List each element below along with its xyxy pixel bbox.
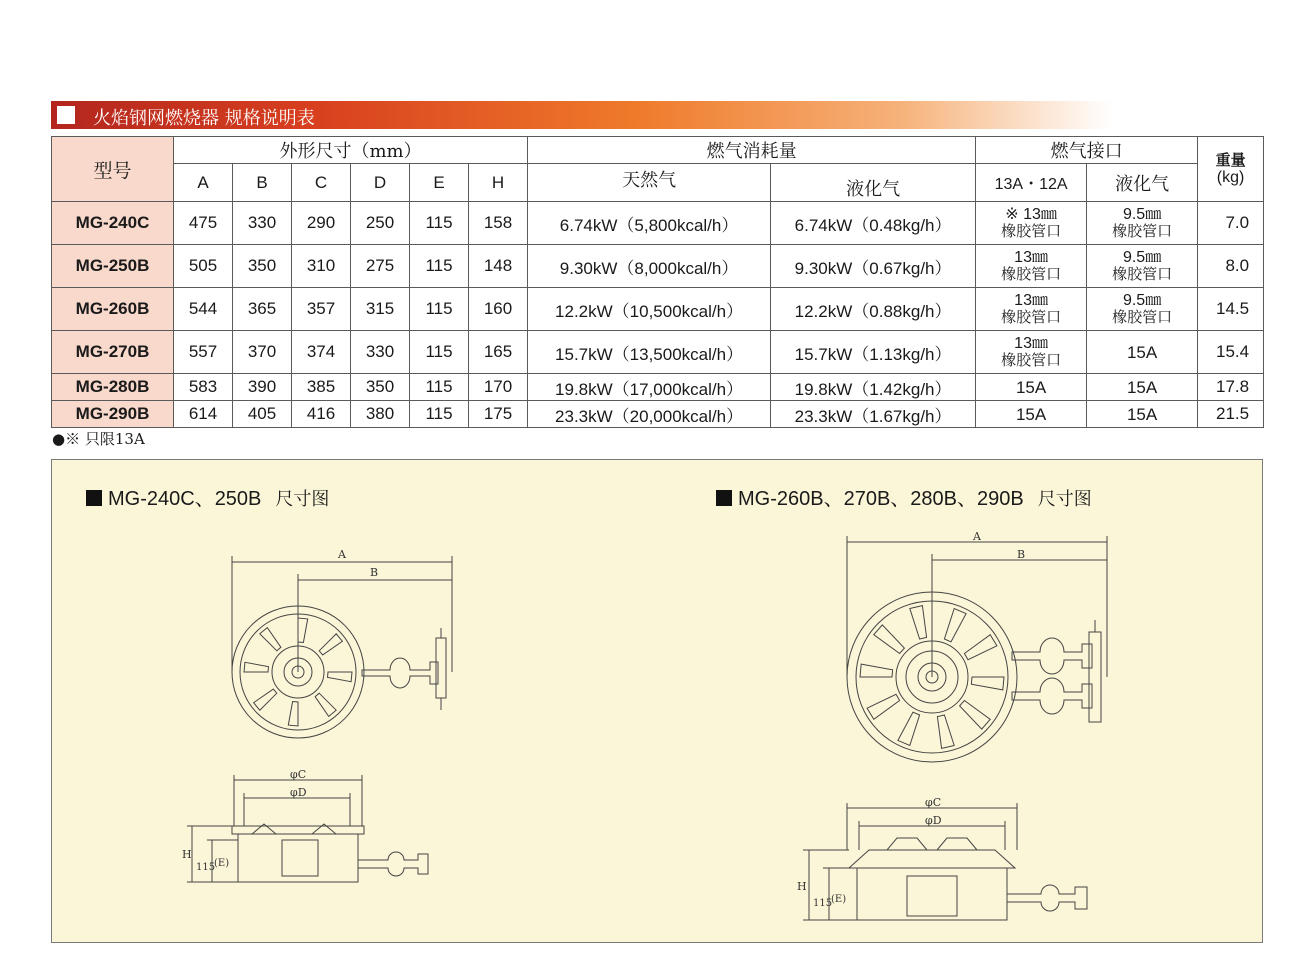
drawings-panel — [51, 459, 1263, 943]
dim-cell: 357 — [292, 288, 351, 331]
weight-cell: 15.4 — [1198, 331, 1264, 374]
dim-cell: 475 — [174, 202, 233, 245]
spec-table — [51, 136, 1264, 428]
left-title-square-icon — [86, 490, 102, 506]
lpg-cell: 15.7kW（1.13kg/h） — [771, 331, 976, 374]
conn-13a-cell — [976, 401, 1087, 428]
conn-col-lpg: 液化气 — [1087, 164, 1198, 202]
lpg-cell: 6.74kW（0.48kg/h） — [771, 202, 976, 245]
left-label-e2: (E) — [214, 858, 230, 869]
conn-line: 13㎜ — [1014, 292, 1048, 309]
table-body — [52, 202, 1264, 428]
lpg-cell: 23.3kW（1.67kg/h） — [771, 401, 976, 428]
conn-line: 橡胶管口 — [1001, 222, 1062, 240]
conn-line: 15A — [1126, 377, 1158, 397]
dim-cell: 544 — [174, 288, 233, 331]
col-model-header: 型号 — [52, 137, 174, 202]
conn-line: ※ 13㎜ — [1005, 206, 1057, 223]
burner-port — [874, 625, 905, 654]
dim-cell: 350 — [351, 374, 410, 401]
dim-cell: 148 — [469, 245, 528, 288]
table-header-row-2 — [52, 164, 1264, 202]
conn-col-13a: 13A・12A — [976, 164, 1087, 202]
left-drawing-title — [86, 482, 329, 511]
weight-cell: 7.0 — [1198, 202, 1264, 245]
gas-col-lpg-label: 液化气 — [846, 179, 901, 200]
right-label-c: φC — [925, 796, 942, 809]
conn-line: 15A — [1015, 404, 1047, 424]
conn-line: 橡胶管口 — [1112, 308, 1173, 326]
dim-cell: 310 — [292, 245, 351, 288]
conn-line: 橡胶管口 — [1001, 351, 1062, 369]
dim-cell: 115 — [410, 331, 469, 374]
table-row — [52, 331, 1264, 374]
dim-cell: 380 — [351, 401, 410, 428]
model-cell: MG-270B — [52, 331, 174, 374]
burner-port — [910, 606, 927, 639]
left-label-a: A — [338, 548, 346, 561]
conn-lpg-cell — [1087, 374, 1198, 401]
burner-port — [860, 664, 893, 677]
weight-header-line2: (kg) — [1216, 169, 1245, 186]
model-cell: MG-240C — [52, 202, 174, 245]
dim-cell: 250 — [351, 202, 410, 245]
conn-13a-cell — [976, 374, 1087, 401]
dim-cell: 115 — [410, 245, 469, 288]
lpg-cell: 19.8kW（1.42kg/h） — [771, 374, 976, 401]
right-title-square-icon — [716, 490, 732, 506]
burner-port — [260, 628, 281, 651]
dim-cell: 170 — [469, 374, 528, 401]
conn-lpg-cell — [1087, 401, 1198, 428]
conn-line: 15A — [1126, 404, 1158, 424]
right-title-suffix: 尺寸图 — [1037, 489, 1092, 510]
conn-line: 15A — [1015, 377, 1047, 397]
dim-cell: 175 — [469, 401, 528, 428]
title-bar — [51, 101, 1113, 129]
natural-gas-cell: 15.7kW（13,500kcal/h） — [528, 331, 771, 374]
table-row — [52, 245, 1264, 288]
dim-cell: 350 — [233, 245, 292, 288]
model-cell: MG-280B — [52, 374, 174, 401]
left-side-view-drawing — [182, 770, 472, 900]
conn-line: 橡胶管口 — [1112, 265, 1173, 283]
burner-port — [319, 634, 342, 655]
weight-header-line1: 重量 — [1215, 151, 1246, 169]
right-title-models: MG-260B、270B、280B、290B — [738, 488, 1024, 510]
right-top-view-drawing — [837, 532, 1117, 782]
gas-col-natural-label: 天然气 — [622, 170, 677, 191]
conn-line: 9.5㎜ — [1122, 206, 1162, 223]
dim-cell: 115 — [410, 288, 469, 331]
dim-cell: 330 — [351, 331, 410, 374]
burner-port — [964, 635, 997, 660]
burner-port — [328, 672, 353, 682]
gas-group-header: 燃气消耗量 — [528, 137, 976, 164]
left-top-view-drawing — [222, 542, 462, 762]
conn-13a-cell — [976, 331, 1087, 374]
dim-col-h: H — [469, 164, 528, 202]
conn-13a-cell — [976, 245, 1087, 288]
dim-col-b: B — [233, 164, 292, 202]
conn-line: 橡胶管口 — [1112, 222, 1173, 240]
natural-gas-cell: 6.74kW（5,800kcal/h） — [528, 202, 771, 245]
dim-cell: 315 — [351, 288, 410, 331]
right-label-e: 115 — [813, 898, 833, 909]
dim-cell: 115 — [410, 374, 469, 401]
dim-cell: 158 — [469, 202, 528, 245]
right-drawing-title — [716, 482, 1092, 511]
right-side-view-drawing — [797, 798, 1127, 928]
burner-port — [254, 689, 277, 710]
conn-lpg-cell — [1087, 245, 1198, 288]
left-label-h: H — [182, 848, 192, 861]
table-header-row-1 — [52, 137, 1264, 164]
dim-cell: 416 — [292, 401, 351, 428]
conn-lpg-cell — [1087, 288, 1198, 331]
model-cell: MG-260B — [52, 288, 174, 331]
dim-cell: 583 — [174, 374, 233, 401]
natural-gas-cell: 23.3kW（20,000kcal/h） — [528, 401, 771, 428]
natural-gas-cell: 12.2kW（10,500kcal/h） — [528, 288, 771, 331]
left-label-c: φC — [290, 768, 307, 781]
dim-cell: 290 — [292, 202, 351, 245]
dim-cell: 330 — [233, 202, 292, 245]
dim-cell: 374 — [292, 331, 351, 374]
dim-cell: 115 — [410, 401, 469, 428]
weight-cell: 14.5 — [1198, 288, 1264, 331]
right-label-e2: (E) — [831, 894, 847, 905]
burner-port — [244, 662, 269, 672]
conn-lpg-cell — [1087, 331, 1198, 374]
burner-port — [944, 609, 966, 642]
model-cell: MG-290B — [52, 401, 174, 428]
dim-col-c: C — [292, 164, 351, 202]
conn-line: 13㎜ — [1014, 249, 1048, 266]
dim-col-d: D — [351, 164, 410, 202]
left-title-models: MG-240C、250B — [108, 488, 262, 510]
page-title: 火焰钢网燃烧器 规格说明表 — [93, 108, 315, 129]
dim-cell: 405 — [233, 401, 292, 428]
table-row — [52, 288, 1264, 331]
left-title-suffix: 尺寸图 — [275, 489, 330, 510]
burner-port — [867, 694, 900, 719]
dim-cell: 365 — [233, 288, 292, 331]
conn-line: 橡胶管口 — [1001, 308, 1062, 326]
dim-col-a: A — [174, 164, 233, 202]
conn-line: 9.5㎜ — [1122, 292, 1162, 309]
left-label-e: 115 — [196, 862, 216, 873]
dim-cell: 390 — [233, 374, 292, 401]
dim-cell: 275 — [351, 245, 410, 288]
model-cell: MG-250B — [52, 245, 174, 288]
dims-group-header: 外形尺寸（mm） — [174, 137, 528, 164]
dim-cell: 160 — [469, 288, 528, 331]
weight-header — [1198, 137, 1264, 202]
burner-port — [298, 618, 308, 643]
dim-cell: 614 — [174, 401, 233, 428]
right-label-a: A — [973, 530, 981, 543]
table-row — [52, 401, 1264, 428]
conn-13a-cell — [976, 288, 1087, 331]
weight-cell: 17.8 — [1198, 374, 1264, 401]
burner-port — [315, 693, 336, 716]
table-row — [52, 202, 1264, 245]
left-label-d: φD — [290, 786, 307, 799]
conn-line: 9.5㎜ — [1122, 249, 1162, 266]
lpg-cell: 9.30kW（0.67kg/h） — [771, 245, 976, 288]
dim-cell: 557 — [174, 331, 233, 374]
conn-line: 15A — [1126, 342, 1158, 362]
burner-port — [937, 715, 954, 748]
conn-group-header: 燃气接口 — [976, 137, 1198, 164]
dim-cell: 165 — [469, 331, 528, 374]
title-square-icon — [57, 106, 75, 124]
footnote: ●※ 只限13A — [52, 430, 145, 448]
weight-cell: 8.0 — [1198, 245, 1264, 288]
conn-lpg-cell — [1087, 202, 1198, 245]
table-row — [52, 374, 1264, 401]
left-label-b: B — [370, 566, 379, 579]
burner-port — [971, 677, 1004, 690]
gas-col-lpg — [771, 164, 976, 202]
conn-line: 13㎜ — [1014, 335, 1048, 352]
conn-13a-cell — [976, 202, 1087, 245]
lpg-cell: 12.2kW（0.88kg/h） — [771, 288, 976, 331]
burner-port — [960, 701, 991, 730]
dim-cell: 385 — [292, 374, 351, 401]
dim-cell: 505 — [174, 245, 233, 288]
natural-gas-cell: 19.8kW（17,000kcal/h） — [528, 374, 771, 401]
dim-cell: 370 — [233, 331, 292, 374]
right-label-h: H — [797, 880, 807, 893]
right-label-d: φD — [925, 814, 942, 827]
gas-col-natural — [528, 164, 771, 202]
burner-port — [288, 702, 298, 727]
dim-col-e: E — [410, 164, 469, 202]
right-label-b: B — [1017, 548, 1026, 561]
burner-port — [898, 712, 920, 745]
conn-line: 橡胶管口 — [1001, 265, 1062, 283]
natural-gas-cell: 9.30kW（8,000kcal/h） — [528, 245, 771, 288]
weight-cell: 21.5 — [1198, 401, 1264, 428]
dim-cell: 115 — [410, 202, 469, 245]
